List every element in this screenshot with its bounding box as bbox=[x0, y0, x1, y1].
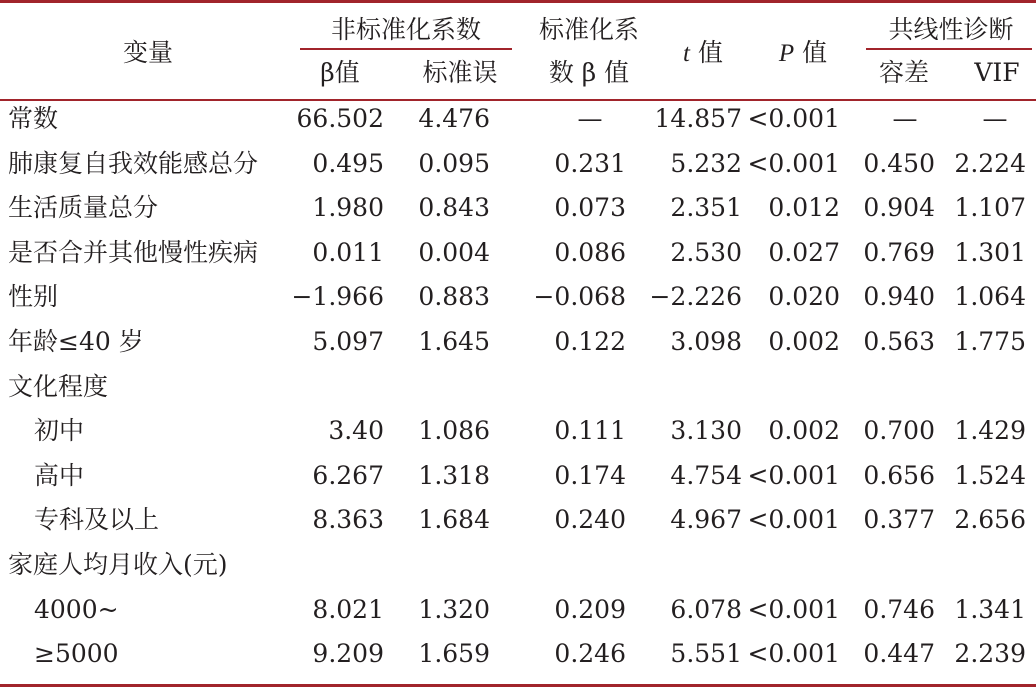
row-label: 初中 bbox=[34, 416, 85, 445]
cell-standardized-beta: 0.246 bbox=[554, 639, 626, 668]
header-tolerance: 容差 bbox=[878, 58, 930, 87]
cell-p-value: <0.001 bbox=[747, 149, 840, 178]
cell-t-value: 2.530 bbox=[670, 238, 742, 267]
row-label: 肺康复自我效能感总分 bbox=[8, 149, 259, 178]
cell-standardized-beta: 0.231 bbox=[554, 149, 626, 178]
cell-standardized-beta: — bbox=[577, 104, 603, 133]
header-p-value bbox=[779, 38, 827, 69]
cell-standardized-beta: −0.068 bbox=[533, 282, 626, 311]
header-bottom-rule bbox=[0, 99, 1036, 101]
cell-beta: 3.40 bbox=[328, 416, 384, 445]
cell-t-value: 6.078 bbox=[670, 595, 742, 624]
cell-standard-error: 1.645 bbox=[418, 327, 490, 356]
row-label: 年龄≤40 岁 bbox=[8, 327, 144, 356]
cell-beta: 5.097 bbox=[312, 327, 384, 356]
row-label: 4000~ bbox=[34, 595, 119, 624]
cell-tolerance: 0.563 bbox=[863, 327, 935, 356]
row-label: 是否合并其他慢性疾病 bbox=[8, 238, 259, 267]
cell-vif: 2.239 bbox=[954, 639, 1026, 668]
p-symbol: P bbox=[778, 40, 795, 67]
cell-tolerance: 0.450 bbox=[863, 149, 935, 178]
header-collinearity-group: 共线性诊断 bbox=[888, 15, 1014, 44]
header-variable: 变量 bbox=[122, 38, 174, 67]
row-label: 生活质量总分 bbox=[8, 193, 159, 222]
table-bottom-rule bbox=[0, 684, 1036, 687]
cell-standard-error: 1.320 bbox=[418, 595, 490, 624]
cell-vif: 2.656 bbox=[954, 505, 1026, 534]
cell-standardized-beta: 0.073 bbox=[554, 193, 626, 222]
cell-vif: 1.524 bbox=[954, 461, 1026, 490]
cell-p-value: <0.001 bbox=[747, 505, 840, 534]
cell-vif: 2.224 bbox=[954, 149, 1026, 178]
cell-t-value: 4.967 bbox=[670, 505, 742, 534]
cell-p-value: 0.002 bbox=[768, 416, 840, 445]
cell-standard-error: 4.476 bbox=[418, 104, 490, 133]
row-label: 文化程度 bbox=[8, 372, 109, 401]
cell-beta: 66.502 bbox=[296, 104, 384, 133]
cell-standardized-beta: 0.122 bbox=[554, 327, 626, 356]
cell-standard-error: 0.843 bbox=[418, 193, 490, 222]
cell-beta: 0.495 bbox=[312, 149, 384, 178]
row-label: 常数 bbox=[8, 104, 59, 133]
header-standardized-line1: 标准化系 bbox=[538, 15, 640, 44]
cell-tolerance: 0.656 bbox=[863, 461, 935, 490]
header-beta: β值 bbox=[320, 58, 360, 87]
cell-vif: 1.775 bbox=[954, 327, 1026, 356]
cell-t-value: −2.226 bbox=[649, 282, 742, 311]
cell-p-value: 0.027 bbox=[768, 238, 840, 267]
cell-beta: 8.021 bbox=[312, 595, 384, 624]
cell-tolerance: 0.769 bbox=[863, 238, 935, 267]
cell-t-value: 3.098 bbox=[670, 327, 742, 356]
cell-tolerance: 0.940 bbox=[863, 282, 935, 311]
cell-t-value: 2.351 bbox=[670, 193, 742, 222]
cell-tolerance: 0.746 bbox=[863, 595, 935, 624]
cell-t-value: 4.754 bbox=[670, 461, 742, 490]
cell-standard-error: 0.004 bbox=[418, 238, 490, 267]
header-standard-error: 标准误 bbox=[422, 58, 498, 87]
cell-p-value: <0.001 bbox=[747, 595, 840, 624]
cell-tolerance: 0.377 bbox=[863, 505, 935, 534]
header-vif: VIF bbox=[974, 58, 1020, 87]
cell-vif: — bbox=[982, 104, 1008, 133]
row-label: ≥5000 bbox=[34, 639, 119, 668]
cell-standardized-beta: 0.111 bbox=[554, 416, 626, 445]
row-label: 专科及以上 bbox=[34, 505, 160, 534]
cell-standard-error: 1.684 bbox=[418, 505, 490, 534]
cell-t-value: 5.551 bbox=[670, 639, 742, 668]
cell-beta: −1.966 bbox=[291, 282, 384, 311]
cell-p-value: 0.020 bbox=[768, 282, 840, 311]
cell-tolerance: 0.904 bbox=[863, 193, 935, 222]
cell-standardized-beta: 0.086 bbox=[554, 238, 626, 267]
cell-t-value: 14.857 bbox=[654, 104, 742, 133]
cell-beta: 9.209 bbox=[312, 639, 384, 668]
t-symbol: t bbox=[683, 40, 690, 67]
cell-tolerance: 0.447 bbox=[863, 639, 935, 668]
cell-standard-error: 1.318 bbox=[418, 461, 490, 490]
row-label: 高中 bbox=[34, 461, 85, 490]
cell-standard-error: 1.659 bbox=[418, 639, 490, 668]
cell-vif: 1.429 bbox=[954, 416, 1026, 445]
header-t-value bbox=[683, 38, 723, 69]
cell-p-value: 0.012 bbox=[768, 193, 840, 222]
cell-p-value: <0.001 bbox=[747, 104, 840, 133]
cell-beta: 0.011 bbox=[312, 238, 384, 267]
cell-tolerance: 0.700 bbox=[863, 416, 935, 445]
header-unstandardized-rule bbox=[300, 48, 512, 50]
cell-standardized-beta: 0.174 bbox=[554, 461, 626, 490]
cell-vif: 1.341 bbox=[954, 595, 1026, 624]
row-label: 性别 bbox=[8, 282, 59, 311]
cell-standard-error: 1.086 bbox=[418, 416, 490, 445]
cell-standardized-beta: 0.240 bbox=[554, 505, 626, 534]
cell-vif: 1.064 bbox=[954, 282, 1026, 311]
cell-beta: 8.363 bbox=[312, 505, 384, 534]
t-suffix: 值 bbox=[690, 38, 723, 67]
header-unstandardized-group: 非标准化系数 bbox=[330, 15, 482, 44]
header-standardized-line2: 数 β 值 bbox=[548, 58, 630, 87]
cell-tolerance: — bbox=[892, 104, 918, 133]
cell-p-value: <0.001 bbox=[747, 461, 840, 490]
cell-beta: 6.267 bbox=[312, 461, 384, 490]
cell-vif: 1.301 bbox=[954, 238, 1026, 267]
row-label: 家庭人均月收入(元) bbox=[8, 550, 228, 579]
cell-p-value: <0.001 bbox=[747, 639, 840, 668]
cell-standard-error: 0.095 bbox=[418, 149, 490, 178]
cell-t-value: 5.232 bbox=[670, 149, 742, 178]
cell-p-value: 0.002 bbox=[768, 327, 840, 356]
table-top-rule bbox=[0, 0, 1036, 3]
cell-standardized-beta: 0.209 bbox=[554, 595, 626, 624]
p-suffix: 值 bbox=[794, 38, 828, 67]
cell-beta: 1.980 bbox=[312, 193, 384, 222]
header-collinearity-rule bbox=[866, 48, 1032, 50]
cell-t-value: 3.130 bbox=[670, 416, 742, 445]
cell-standard-error: 0.883 bbox=[418, 282, 490, 311]
cell-vif: 1.107 bbox=[954, 193, 1026, 222]
